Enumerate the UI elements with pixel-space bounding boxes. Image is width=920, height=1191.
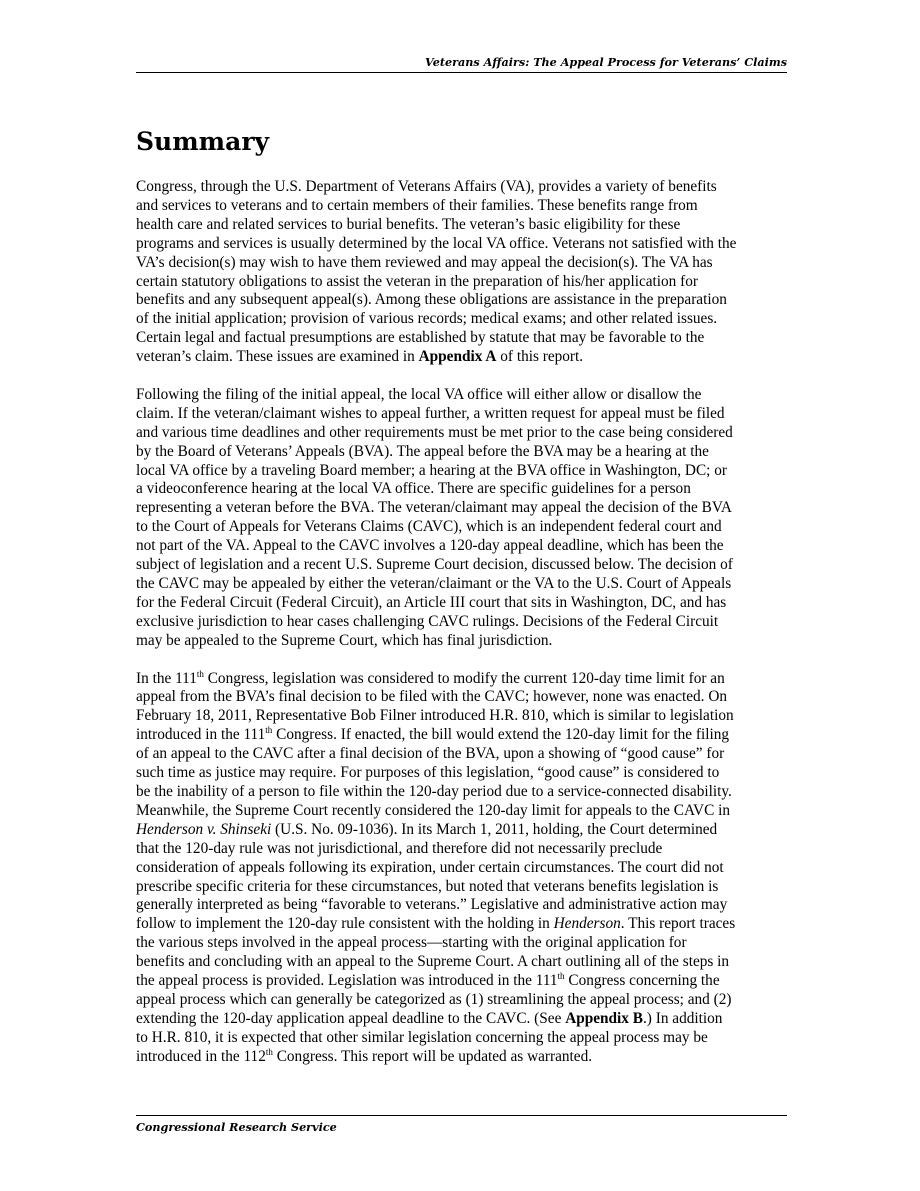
text-line: extending the 120-day application appeal deadline to the CAVC. (See Appendix B.) In addition [136,1009,723,1027]
text-line: by the Board of Veterans’ Appeals (BVA). The appeal before the BVA may be a hearing at the [136,442,709,460]
appendix-b-reference: Appendix B [565,1009,643,1027]
text-line: that the 120-day rule was not jurisdictional, and therefore did not necessarily preclude [136,839,663,857]
text-line: local VA office by a traveling Board member; a hearing at the BVA office in Washington, DC; or [136,461,727,479]
paragraph [136,386,796,651]
text-line: certain statutory obligations to assist the veteran in the preparation of his/her application for [136,272,698,290]
text-line: the appeal process is provided. Legislation was introduced in the 111th Congress concerning the [136,971,720,990]
text-line: appeal from the BVA’s final decision to be filed with the CAVC; however, none was enacted. On [136,688,728,706]
text-line: benefits and any subsequent appeal(s). Among these obligations are assistance in the preparation [136,291,727,309]
case-citation: Henderson [553,915,621,933]
summary-body [136,178,796,1085]
text-line: representing a veteran before the BVA. The veteran/claimant may appeal the decision of the BVA [136,499,732,517]
text-line: to H.R. 810, it is expected that other similar legislation concerning the appeal process may be [136,1028,708,1046]
text-line: Following the filing of the initial appeal, the local VA office will either allow or disallow the [136,385,702,403]
text-line: such time as justice may require. For purposes of this legislation, “good cause” is considered to [136,764,720,782]
page-title: Summary [136,127,270,156]
text-line: benefits and concluding with an appeal to the Supreme Court. A chart outlining all of the steps in [136,953,730,971]
paragraph [136,670,796,1067]
text-line: for the Federal Circuit (Federal Circuit), an Article III court that sits in Washington, DC, and has [136,593,727,611]
text-line: veteran’s claim. These issues are examined in Appendix A of this report. [136,348,584,366]
text-line: exclusive jurisdiction to hear cases challenging CAVC rulings. Decisions of the Federal Circuit [136,612,719,630]
text-line: a videoconference hearing at the local VA office. There are specific guidelines for a person [136,480,691,498]
superscript: th [265,725,273,736]
text-line: prescribe specific criteria for these circumstances, but noted that veterans benefits legislation is [136,877,719,895]
appendix-a-reference: Appendix A [418,348,497,366]
text-line: Meanwhile, the Supreme Court recently considered the 120-day limit for appeals to the CAVC in [136,801,731,819]
text-line: health care and related services to burial benefits. The veteran’s basic eligibility for these [136,215,681,233]
text-line: of the initial application; provision of various records; medical exams; and other related issues. [136,310,718,328]
text-line: consideration of appeals following its expiration, under certain circumstances. The court did not [136,858,724,876]
text-line: generally interpreted as being “favorable to veterans.” Legislative and administrative action may [136,896,728,914]
text-line: follow to implement the 120-day rule consistent with the holding in Henderson. This report traces [136,915,736,933]
text-line: to the Court of Appeals for Veterans Claims (CAVC), which is an independent federal court and [136,518,722,536]
text-line: be the inability of a person to file within the 120-day period due to a service-connected disability. [136,782,732,800]
text-line: and various time deadlines and other requirements must be met prior to the case being considered [136,423,733,441]
text-line: VA’s decision(s) may wish to have them reviewed and may appeal the decision(s). The VA has [136,253,713,271]
superscript: th [196,668,204,679]
text-line: introduced in the 112th Congress. This report will be updated as warranted. [136,1046,593,1065]
text-line: introduced in the 111th Congress. If enacted, the bill would extend the 120-day limit for the filing [136,725,729,744]
text-line: and services to veterans and to certain members of their families. These benefits range from [136,196,698,214]
text-line: Certain legal and factual presumptions are established by statute that may be favorable to the [136,329,705,347]
text-line: programs and services is usually determined by the local VA office. Veterans not satisfied with the [136,234,737,252]
superscript: th [557,971,565,982]
text-line: of an appeal to the CAVC after a final decision of the BVA, upon a showing of “good cause” for [136,745,725,763]
header-rule [136,72,787,73]
text-line: subject of legislation and a recent U.S. Supreme Court decision, discussed below. The decision of [136,556,733,574]
text-line: claim. If the veteran/claimant wishes to appeal further, a written request for appeal must be filed [136,404,725,422]
text-line: may be appealed to the Supreme Court, which has final jurisdiction. [136,631,553,649]
footer-rule [136,1115,787,1116]
case-citation: Henderson v. Shinseki [136,820,272,838]
text-line: the CAVC may be appealed by either the veteran/claimant or the VA to the U.S. Court of Appeals [136,575,732,593]
text-line: the various steps involved in the appeal process—starting with the original application for [136,934,687,952]
text-line: Henderson v. Shinseki (U.S. No. 09-1036). In its March 1, 2011, holding, the Court determined [136,820,718,838]
text-line: February 18, 2011, Representative Bob Filner introduced H.R. 810, which is similar to legislation [136,707,734,725]
footer-publisher: Congressional Research Service [136,1120,337,1134]
text-line: Congress, through the U.S. Department of Veterans Affairs (VA), provides a variety of benefits [136,178,717,195]
running-header-title: Veterans Affairs: The Appeal Process for Veterans’ Claims [425,55,787,69]
paragraph [136,178,796,367]
text-line: not part of the VA. Appeal to the CAVC involves a 120-day appeal deadline, which has been the [136,537,724,555]
text-line: appeal process which can generally be categorized as (1) streamlining the appeal process; and (2) [136,990,732,1008]
text-line: In the 111th Congress, legislation was considered to modify the current 120-day time limit for an [136,668,725,687]
superscript: th [265,1046,273,1057]
